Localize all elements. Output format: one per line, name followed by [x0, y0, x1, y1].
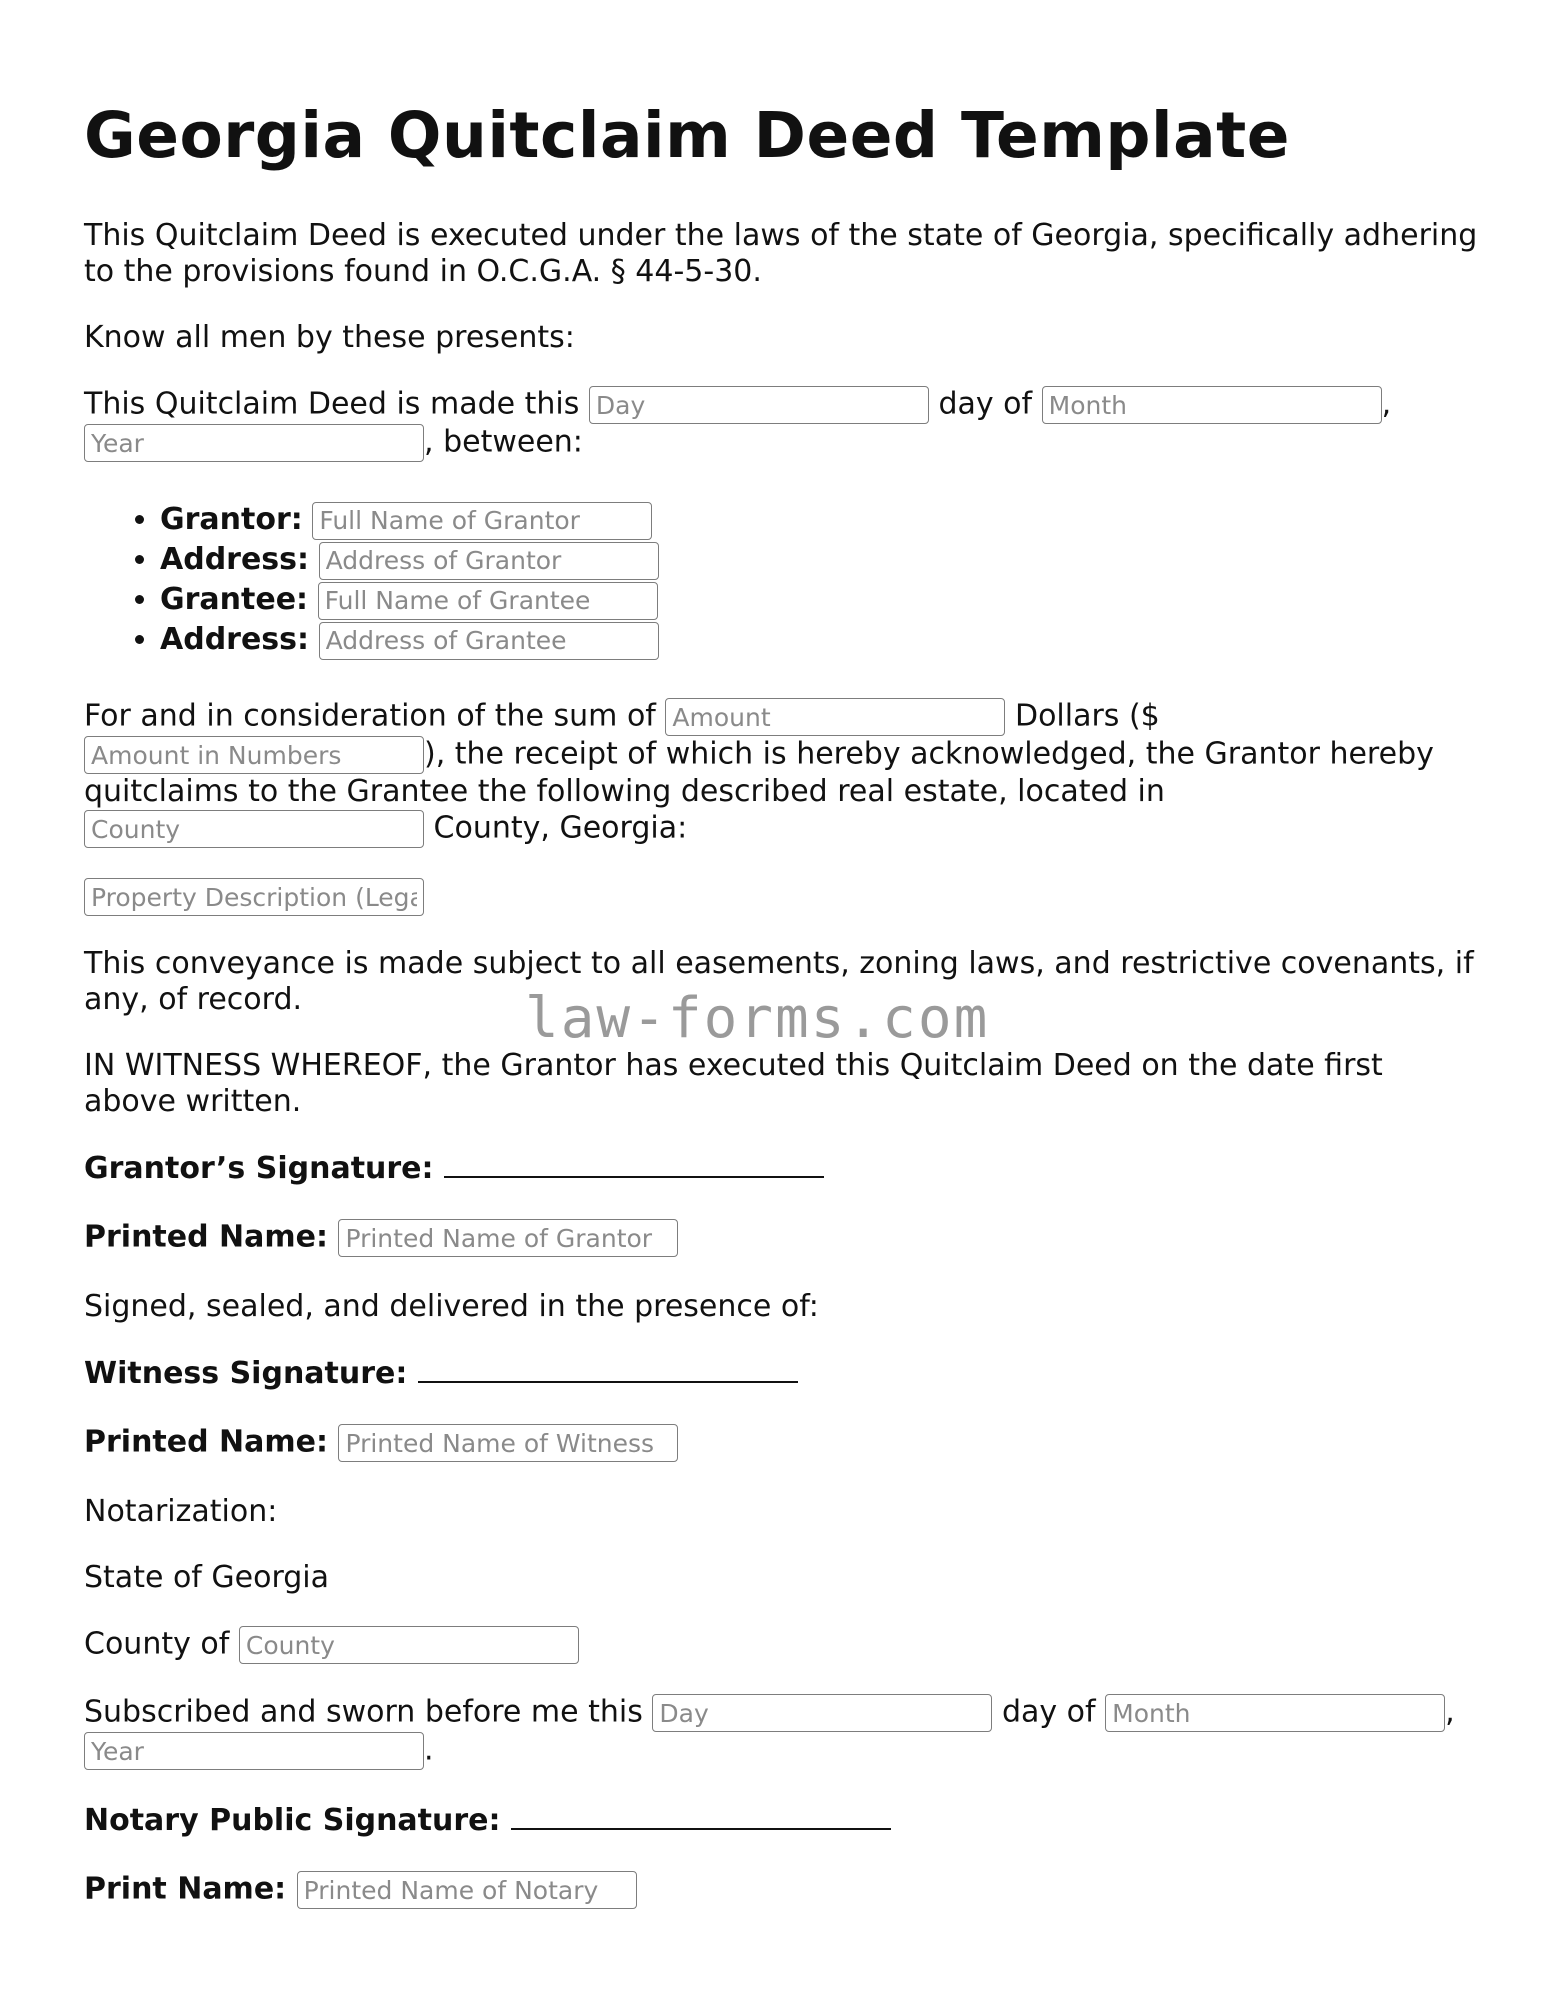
- list-item: [160, 540, 1484, 580]
- grantee-address-label: Address:: [160, 622, 310, 658]
- list-item: [160, 500, 1484, 540]
- notary-print-name-row: [84, 1871, 1484, 1909]
- county-georgia-text: County, Georgia:: [433, 810, 688, 846]
- amount-input[interactable]: [665, 698, 1005, 736]
- witness-signature-line[interactable]: [418, 1355, 798, 1383]
- witness-signature-label: Witness Signature:: [84, 1356, 408, 1392]
- notary-signature-label: Notary Public Signature:: [84, 1803, 501, 1839]
- sworn-text: Subscribed and sworn before me this: [84, 1694, 643, 1730]
- grantor-signature-label: Grantor’s Signature:: [84, 1151, 434, 1187]
- list-item: [160, 620, 1484, 660]
- between-text: , between:: [424, 424, 583, 460]
- dollars-text: Dollars ($: [1014, 698, 1160, 734]
- sworn-paragraph: [84, 1694, 1484, 1770]
- consideration-text: For and in consideration of the sum of: [84, 698, 656, 734]
- amount-numbers-input[interactable]: [84, 736, 424, 774]
- state-text: State of Georgia: [84, 1560, 330, 1596]
- comma-text: ,: [1445, 1694, 1455, 1730]
- notarization-heading: Notarization:: [84, 1494, 278, 1530]
- receipt-text: ), the receipt of which is hereby acknowledged, the Grantor hereby quitclaims to the Grantee the following described real estate, located in: [84, 736, 1434, 810]
- deed-year-input[interactable]: [84, 424, 424, 462]
- grantee-label: Grantee:: [160, 582, 309, 618]
- witness-whereof-paragraph: IN WITNESS WHEREOF, the Grantor has executed this Quitclaim Deed on the date first above written.: [84, 1048, 1383, 1120]
- page-title: Georgia Quitclaim Deed Template: [84, 99, 1290, 172]
- grantee-address-input[interactable]: [319, 622, 659, 660]
- sworn-year-input[interactable]: [84, 1732, 424, 1770]
- day-of-text: day of: [938, 386, 1033, 422]
- printed-witness-input[interactable]: [338, 1424, 678, 1462]
- made-this-paragraph: [84, 386, 1484, 462]
- grantor-address-label: Address:: [160, 542, 310, 578]
- know-all-paragraph: Know all men by these presents:: [84, 320, 575, 356]
- property-county-input[interactable]: [84, 810, 424, 848]
- printed-name-label: Printed Name:: [84, 1424, 328, 1460]
- grantor-printed-name-row: [84, 1219, 1484, 1257]
- county-of-row: [84, 1626, 1484, 1664]
- county-of-text: County of: [84, 1626, 230, 1662]
- grantor-name-input[interactable]: [312, 502, 652, 540]
- property-description-input[interactable]: [84, 878, 424, 916]
- subject-to-paragraph: This conveyance is made subject to all easements, zoning laws, and restrictive covenants, if any, of record.: [84, 946, 1474, 1018]
- grantor-signature-line[interactable]: [444, 1150, 824, 1178]
- printed-name-label: Printed Name:: [84, 1219, 328, 1255]
- parties-list: [84, 500, 1484, 660]
- notary-signature-line[interactable]: [511, 1802, 891, 1830]
- print-name-label: Print Name:: [84, 1871, 287, 1907]
- printed-grantor-input[interactable]: [338, 1219, 678, 1257]
- grantor-label: Grantor:: [160, 502, 303, 538]
- property-description-row: [84, 878, 1484, 916]
- notary-signature-row: [84, 1802, 1484, 1839]
- notary-county-input[interactable]: [239, 1626, 579, 1664]
- sworn-day-input[interactable]: [652, 1694, 992, 1732]
- grantee-name-input[interactable]: [318, 582, 658, 620]
- list-item: [160, 580, 1484, 620]
- printed-notary-input[interactable]: [297, 1871, 637, 1909]
- period-text: .: [424, 1732, 434, 1768]
- witness-signature-row: [84, 1355, 1484, 1392]
- deed-month-input[interactable]: [1042, 386, 1382, 424]
- comma-text: ,: [1381, 386, 1392, 422]
- signed-sealed-paragraph: Signed, sealed, and delivered in the presence of:: [84, 1289, 819, 1325]
- witness-printed-name-row: [84, 1424, 1484, 1462]
- sworn-day-of-text: day of: [1001, 1694, 1096, 1730]
- document-page: [84, 100, 1484, 1941]
- made-this-text: This Quitclaim Deed is made this: [84, 386, 580, 422]
- grantor-address-input[interactable]: [319, 542, 659, 580]
- deed-day-input[interactable]: [589, 386, 929, 424]
- consideration-paragraph: [84, 698, 1484, 848]
- grantor-signature-row: [84, 1150, 1484, 1187]
- intro-paragraph: This Quitclaim Deed is executed under the laws of the state of Georgia, specifically adhering to the provisions found in O.C.G.A. § 44-5-30.: [84, 218, 1478, 290]
- sworn-month-input[interactable]: [1105, 1694, 1445, 1732]
- watermark: law-forms.com: [525, 986, 990, 1051]
